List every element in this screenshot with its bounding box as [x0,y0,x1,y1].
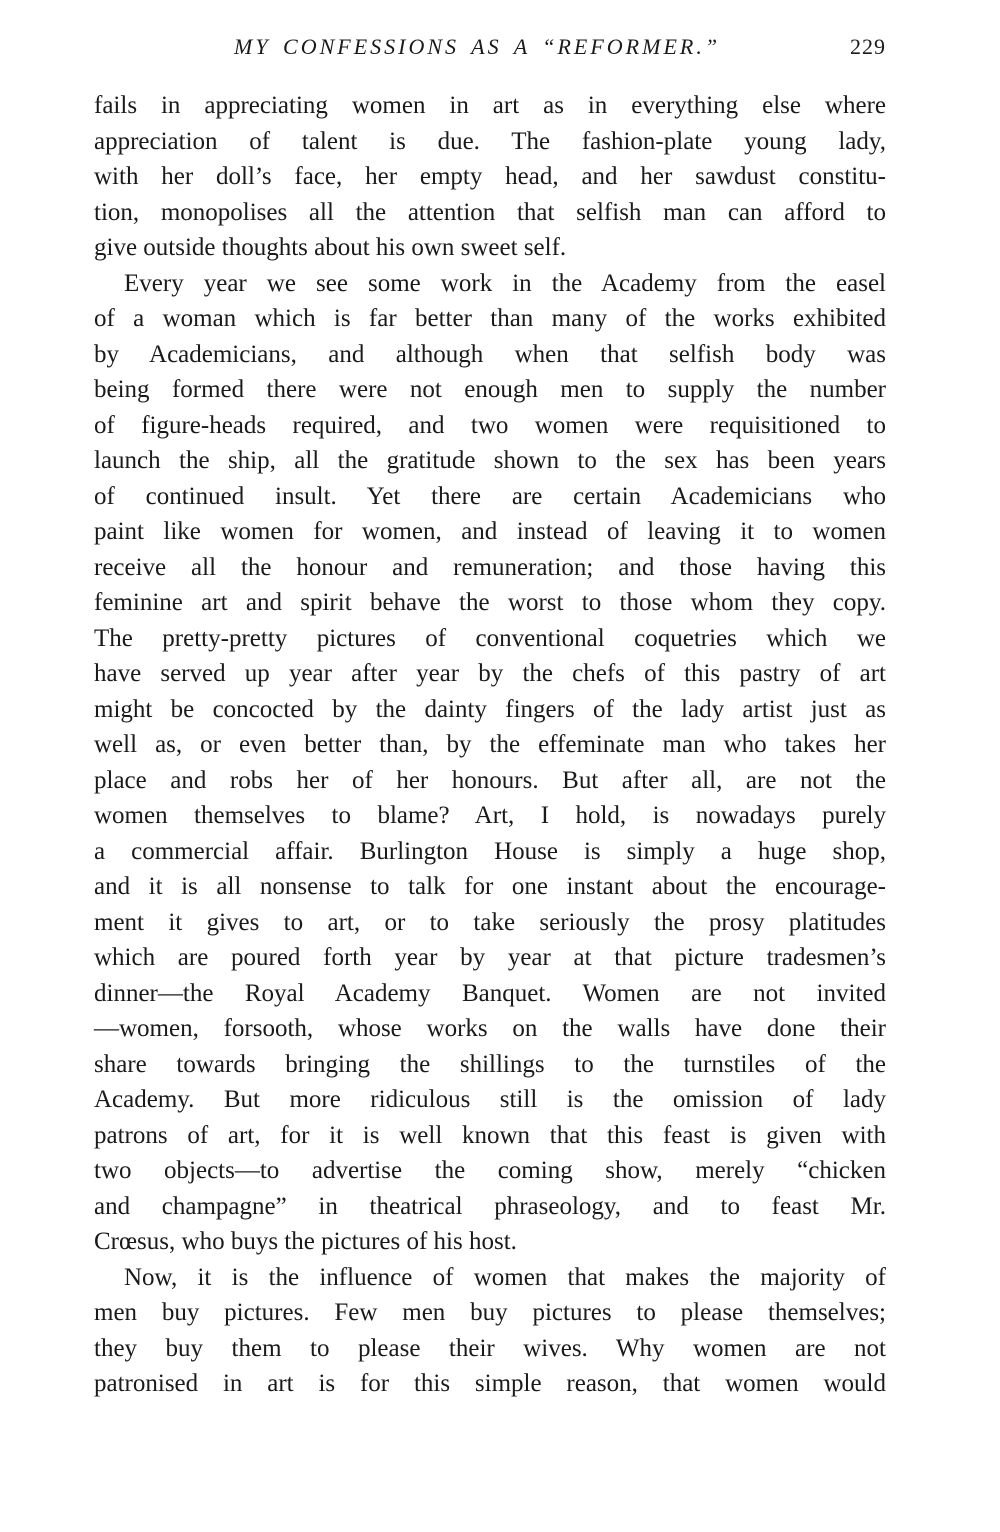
text-line: of figure-heads required, and two women were requisitioned to [94,411,886,439]
text-line: men buy pictures. Few men buy pictures to please themselves; [94,1299,886,1326]
text-line: of continued insult. Yet there are certain Academicians who [94,482,886,510]
text-line: patrons of art, for it is well known that this feast is given with [94,1121,886,1149]
text-line: tion, monopolises all the attention that selfish man can afford to [94,198,886,226]
text-line: —women, forsooth, whose works on the walls have done their [94,1015,886,1042]
text-line: with her doll’s face, her empty head, and her sawdust constitu- [94,163,886,190]
text-line: The pretty-pretty pictures of conventional coquetries which we [94,624,886,652]
text-line: women themselves to blame? Art, I hold, is nowadays purely [94,802,886,829]
text-line: paint like women for women, and instead of leaving it to women [94,518,886,545]
text-line: well as, or even better than, by the effeminate man who takes her [94,731,886,758]
text-line: by Academicians, and although when that selfish body was [94,340,886,368]
text-line: and champagne” in theatrical phraseology, and to feast Mr. [94,1192,886,1220]
text-line: ment it gives to art, or to take seriously the prosy platitudes [94,908,886,936]
text-line: fails in appreciating women in art as in everything else where [94,92,886,119]
text-line: launch the ship, all the gratitude shown to the sex has been years [94,447,886,474]
text-line: dinner—the Royal Academy Banquet. Women are not invited [94,979,886,1007]
text-line: give outside thoughts about his own sweet self. [94,234,567,261]
running-title: MY CONFESSIONS AS A “REFORMER.” [234,34,721,59]
text-line: Academy. But more ridiculous still is the omission of lady [94,1086,886,1113]
text-line: feminine art and spirit behave the worst to those whom they copy. [94,589,886,616]
text-line: appreciation of talent is due. The fashion-plate young lady, [94,127,886,155]
paragraph-3 [94,1260,886,1402]
page-number: 229 [850,34,886,59]
text-line: they buy them to please their wives. Why women are not [94,1334,886,1362]
text-line: of a woman which is far better than many of the works exhibited [94,305,886,332]
text-line: share towards bringing the shillings to the turnstiles of the [94,1050,886,1078]
text-line: and it is all nonsense to talk for one instant about the encourage- [94,873,886,900]
running-head [94,34,886,62]
text-line: have served up year after year by the chefs of this pastry of art [94,660,886,687]
text-line: two objects—to advertise the coming show, merely “chicken [94,1157,886,1184]
text-line: Every year we see some work in the Academy from the easel [124,269,886,297]
text-line: which are poured forth year by year at that picture tradesmen’s [94,944,886,971]
text-line: Crœsus, who buys the pictures of his host. [94,1228,517,1255]
text-line: patronised in art is for this simple reason, that women would [94,1370,886,1397]
body-text [94,88,886,1402]
text-line: place and robs her of her honours. But after all, are not the [94,766,886,794]
text-line: receive all the honour and remuneration; and those having this [94,553,886,581]
text-line: Now, it is the influence of women that makes the majority of [124,1263,886,1291]
text-line: being formed there were not enough men to supply the number [94,376,886,403]
text-line: a commercial affair. Burlington House is simply a huge shop, [94,837,886,865]
text-line: might be concocted by the dainty fingers of the lady artist just as [94,695,886,723]
paragraph-1 [94,88,886,266]
paragraph-2 [94,266,886,1260]
